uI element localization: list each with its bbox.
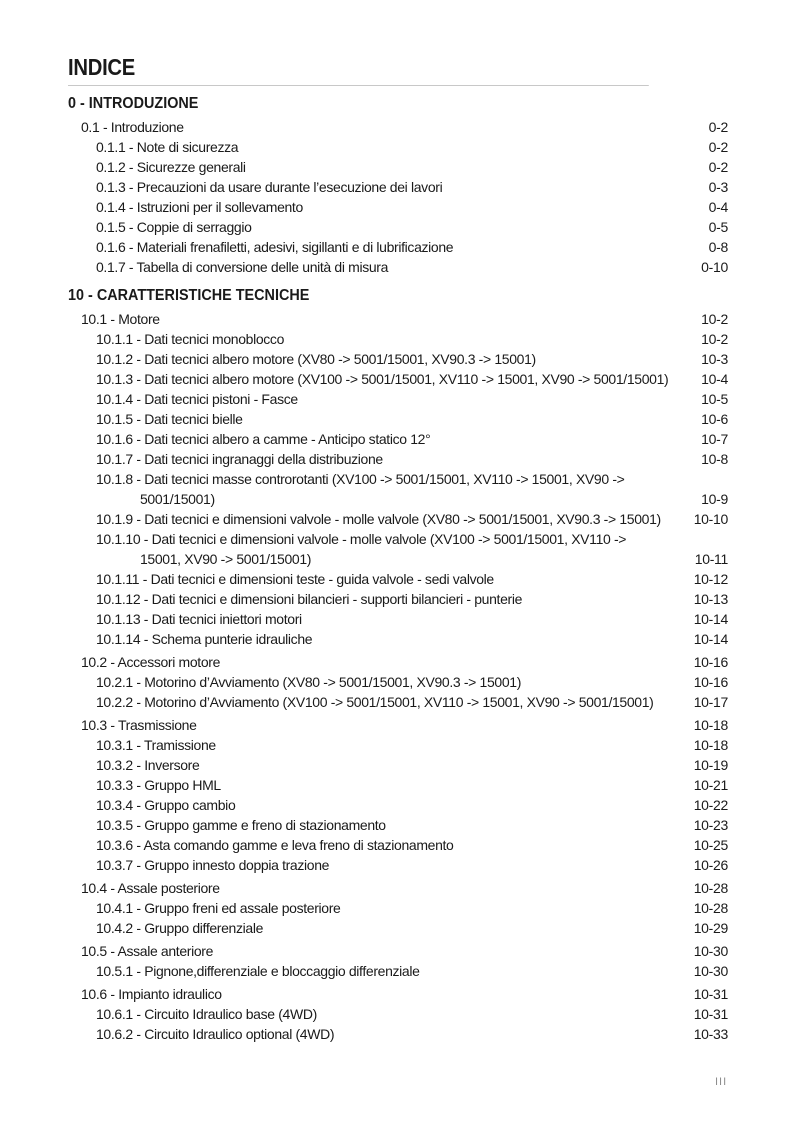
toc-entry-title: 0.1.3 - Precauzioni da usare durante l’esecuzione dei lavori [96, 179, 443, 195]
toc-entry-title: 0.1.4 - Istruzioni per il sollevamento [96, 199, 303, 215]
toc-entry-page: 10-19 [693, 757, 728, 773]
toc-subsection-entry[interactable] [68, 429, 728, 449]
toc-entry-title: 10.1 - Motore [81, 311, 160, 327]
toc-entry-page: 10-31 [693, 1006, 728, 1022]
toc-subsection-entry[interactable] [68, 855, 728, 875]
toc-entry-title: 10.3 - Trasmissione [81, 717, 197, 733]
toc-subsection-entry[interactable] [68, 835, 728, 855]
toc-entry-title: 10.1.10 - Dati tecnici e dimensioni valvole - molle valvole (XV100 -> 5001/15001, XV110 -> 15001, XV90 -> 5001/15001) [96, 531, 627, 567]
toc-section-entry[interactable] [68, 878, 728, 898]
toc-entry-page: 10-9 [701, 491, 728, 507]
toc-entry-title: 10.3.4 - Gruppo cambio [96, 797, 236, 813]
toc-entry-page: 0-4 [708, 199, 728, 215]
toc-subsection-entry[interactable] [68, 735, 728, 755]
toc-entry-title: 10.1.7 - Dati tecnici ingranaggi della distribuzione [96, 451, 383, 467]
toc-section-entry[interactable] [68, 652, 728, 672]
toc-subsection-entry[interactable] [68, 775, 728, 795]
toc-subsection-entry[interactable] [68, 755, 728, 775]
toc-entry-title: 0.1.6 - Materiali frenafiletti, adesivi, sigillanti e di lubrificazione [96, 239, 454, 255]
toc-entry-page: 10-2 [701, 311, 728, 327]
toc-entry-page: 10-8 [701, 451, 728, 467]
toc-entry-title: 10.5.1 - Pignone,differenziale e bloccaggio differenziale [96, 963, 420, 979]
toc-entry-page: 0-5 [708, 219, 728, 235]
chapter-heading: 10 - CARATTERISTICHE TECNICHE [68, 287, 310, 304]
toc-subsection-entry[interactable] [68, 389, 728, 409]
toc-entry-page: 0-8 [708, 239, 728, 255]
toc-entry-title: 10.1.6 - Dati tecnici albero a camme - Anticipo statico 12° [96, 431, 431, 447]
chapter-heading: 0 - INTRODUZIONE [68, 95, 199, 112]
toc-entry-page: 10-16 [693, 654, 728, 670]
toc-entry-title: 10.1.14 - Schema punterie idrauliche [96, 631, 313, 647]
toc-entry-title: 10.3.1 - Tramissione [96, 737, 216, 753]
toc-entry-title: 10.6.1 - Circuito Idraulico base (4WD) [96, 1006, 317, 1022]
toc-subsection-entry[interactable] [68, 918, 728, 938]
toc-section-entry[interactable] [68, 984, 728, 1004]
toc-entry-page: 10-13 [693, 591, 728, 607]
toc-entry-title: 10.2.1 - Motorino d’Avviamento (XV80 -> 5001/15001, XV90.3 -> 15001) [96, 674, 522, 690]
index-page [68, 54, 728, 1044]
toc-entry-title: 10.3.5 - Gruppo gamme e freno di stazionamento [96, 817, 386, 833]
toc-entry-title: 10.1.1 - Dati tecnici monoblocco [96, 331, 285, 347]
toc-subsection-entry[interactable] [68, 369, 728, 389]
toc-subsection-entry[interactable] [68, 898, 728, 918]
toc-subsection-entry[interactable] [68, 672, 728, 692]
toc-entry-title: 10.1.13 - Dati tecnici iniettori motori [96, 611, 302, 627]
toc-entry-page: 10-14 [693, 611, 728, 627]
toc-subsection-entry[interactable] [68, 795, 728, 815]
toc-entry-title: 10.6 - Impianto idraulico [81, 986, 222, 1002]
toc-entry-title: 10.3.7 - Gruppo innesto doppia trazione [96, 857, 330, 873]
toc-entry-page: 10-3 [701, 351, 728, 367]
toc-subsection-entry[interactable] [68, 509, 728, 529]
toc-subsection-entry[interactable] [68, 529, 728, 569]
toc-entry-title: 10.1.4 - Dati tecnici pistoni - Fasce [96, 391, 298, 407]
toc-entry-title: 10.1.5 - Dati tecnici bielle [96, 411, 243, 427]
toc-entry-page: 10-17 [693, 694, 728, 710]
toc-subsection-entry[interactable] [68, 329, 728, 349]
toc-entry-page: 10-30 [693, 963, 728, 979]
toc-entry-title: 10.1.8 - Dati tecnici masse controrotanti (XV100 -> 5001/15001, XV110 -> 15001, XV90 -> 5001/15001) [96, 471, 625, 507]
toc-entry-title: 10.1.11 - Dati tecnici e dimensioni teste - guida valvole - sedi valvole [96, 571, 494, 587]
toc-entry-title: 0.1.1 - Note di sicurezza [96, 139, 239, 155]
toc-entry-page: 10-4 [701, 371, 728, 387]
toc-entry-page: 10-26 [693, 857, 728, 873]
toc-section-entry[interactable] [68, 715, 728, 735]
toc-subsection-entry[interactable] [68, 469, 728, 509]
toc-entry-page: 10-28 [693, 880, 728, 896]
toc-entry-page: 10-5 [701, 391, 728, 407]
toc-entry-title: 0.1.5 - Coppie di serraggio [96, 219, 252, 235]
toc-entry-page: 0-2 [708, 159, 728, 175]
toc-entry-title: 0.1 - Introduzione [81, 119, 184, 135]
toc-subsection-entry[interactable] [68, 569, 728, 589]
toc-subsection-entry[interactable] [68, 1024, 728, 1044]
toc-subsection-entry[interactable] [68, 815, 728, 835]
toc-subsection-entry[interactable] [68, 692, 728, 712]
toc-subsection-entry[interactable] [68, 629, 728, 649]
toc-section-entry[interactable] [68, 309, 728, 329]
toc-subsection-entry[interactable] [68, 589, 728, 609]
toc-entry-page: 0-2 [708, 119, 728, 135]
toc-entry-title: 0.1.2 - Sicurezze generali [96, 159, 246, 175]
toc-entry-page: 10-7 [701, 431, 728, 447]
page-number: III [715, 1076, 728, 1088]
toc-subsection-entry[interactable] [68, 609, 728, 629]
toc-subsection-entry[interactable] [68, 1004, 728, 1024]
toc-section-entry[interactable] [68, 117, 728, 137]
toc-subsection-entry[interactable] [68, 961, 728, 981]
toc-subsection-entry[interactable] [68, 177, 728, 197]
toc-entry-page: 10-6 [701, 411, 728, 427]
table-of-contents [68, 91, 728, 1044]
toc-entry-title: 10.4.2 - Gruppo differenziale [96, 920, 264, 936]
toc-entry-page: 10-16 [693, 674, 728, 690]
toc-entry-page: 10-29 [693, 920, 728, 936]
toc-entry-title: 10.1.3 - Dati tecnici albero motore (XV100 -> 5001/15001, XV110 -> 15001, XV90 -> 5001/15001) [96, 371, 669, 387]
toc-entry-page: 10-12 [693, 571, 728, 587]
toc-entry-title: 10.1.2 - Dati tecnici albero motore (XV80 -> 5001/15001, XV90.3 -> 15001) [96, 351, 536, 367]
toc-entry-page: 10-28 [693, 900, 728, 916]
toc-entry-page: 10-18 [693, 717, 728, 733]
toc-entry-title: 10.2 - Accessori motore [81, 654, 221, 670]
toc-entry-page: 10-18 [693, 737, 728, 753]
toc-entry-page: 10-33 [693, 1026, 728, 1042]
toc-entry-title: 10.3.3 - Gruppo HML [96, 777, 221, 793]
toc-entry-title: 10.3.2 - Inversore [96, 757, 200, 773]
toc-entry-title: 0.1.7 - Tabella di conversione delle unità di misura [96, 259, 389, 275]
toc-entry-page: 10-22 [693, 797, 728, 813]
toc-entry-page: 0-3 [708, 179, 728, 195]
toc-entry-page: 10-14 [693, 631, 728, 647]
toc-entry-page: 10-31 [693, 986, 728, 1002]
toc-entry-page: 10-21 [693, 777, 728, 793]
toc-entry-title: 10.1.12 - Dati tecnici e dimensioni bilancieri - supporti bilancieri - punterie [96, 591, 523, 607]
toc-entry-title: 10.6.2 - Circuito Idraulico optional (4WD) [96, 1026, 335, 1042]
page-title: INDICE [68, 54, 649, 86]
toc-subsection-entry[interactable] [68, 157, 728, 177]
toc-entry-page: 10-11 [694, 551, 728, 567]
toc-entry-page: 0-2 [708, 139, 728, 155]
toc-subsection-entry[interactable] [68, 409, 728, 429]
toc-entry-page: 10-30 [693, 943, 728, 959]
toc-entry-title: 10.5 - Assale anteriore [81, 943, 214, 959]
toc-entry-page: 10-23 [693, 817, 728, 833]
toc-subsection-entry[interactable] [68, 349, 728, 369]
toc-subsection-entry[interactable] [68, 197, 728, 217]
toc-subsection-entry[interactable] [68, 137, 728, 157]
toc-entry-title: 10.2.2 - Motorino d’Avviamento (XV100 -> 5001/15001, XV110 -> 15001, XV90 -> 5001/15001) [96, 694, 654, 710]
toc-section-entry[interactable] [68, 941, 728, 961]
toc-entry-title: 10.3.6 - Asta comando gamme e leva freno di stazionamento [96, 837, 454, 853]
toc-subsection-entry[interactable] [68, 257, 728, 277]
toc-entry-page: 10-2 [701, 331, 728, 347]
toc-entry-page: 10-10 [693, 511, 728, 527]
toc-subsection-entry[interactable] [68, 449, 728, 469]
toc-entry-title: 10.4 - Assale posteriore [81, 880, 220, 896]
toc-entry-page: 0-10 [701, 259, 728, 275]
toc-subsection-entry[interactable] [68, 217, 728, 237]
toc-subsection-entry[interactable] [68, 237, 728, 257]
toc-entry-title: 10.4.1 - Gruppo freni ed assale posteriore [96, 900, 341, 916]
toc-entry-page: 10-25 [693, 837, 728, 853]
toc-entry-title: 10.1.9 - Dati tecnici e dimensioni valvole - molle valvole (XV80 -> 5001/15001, XV90.3 -> 15001) [96, 511, 661, 527]
